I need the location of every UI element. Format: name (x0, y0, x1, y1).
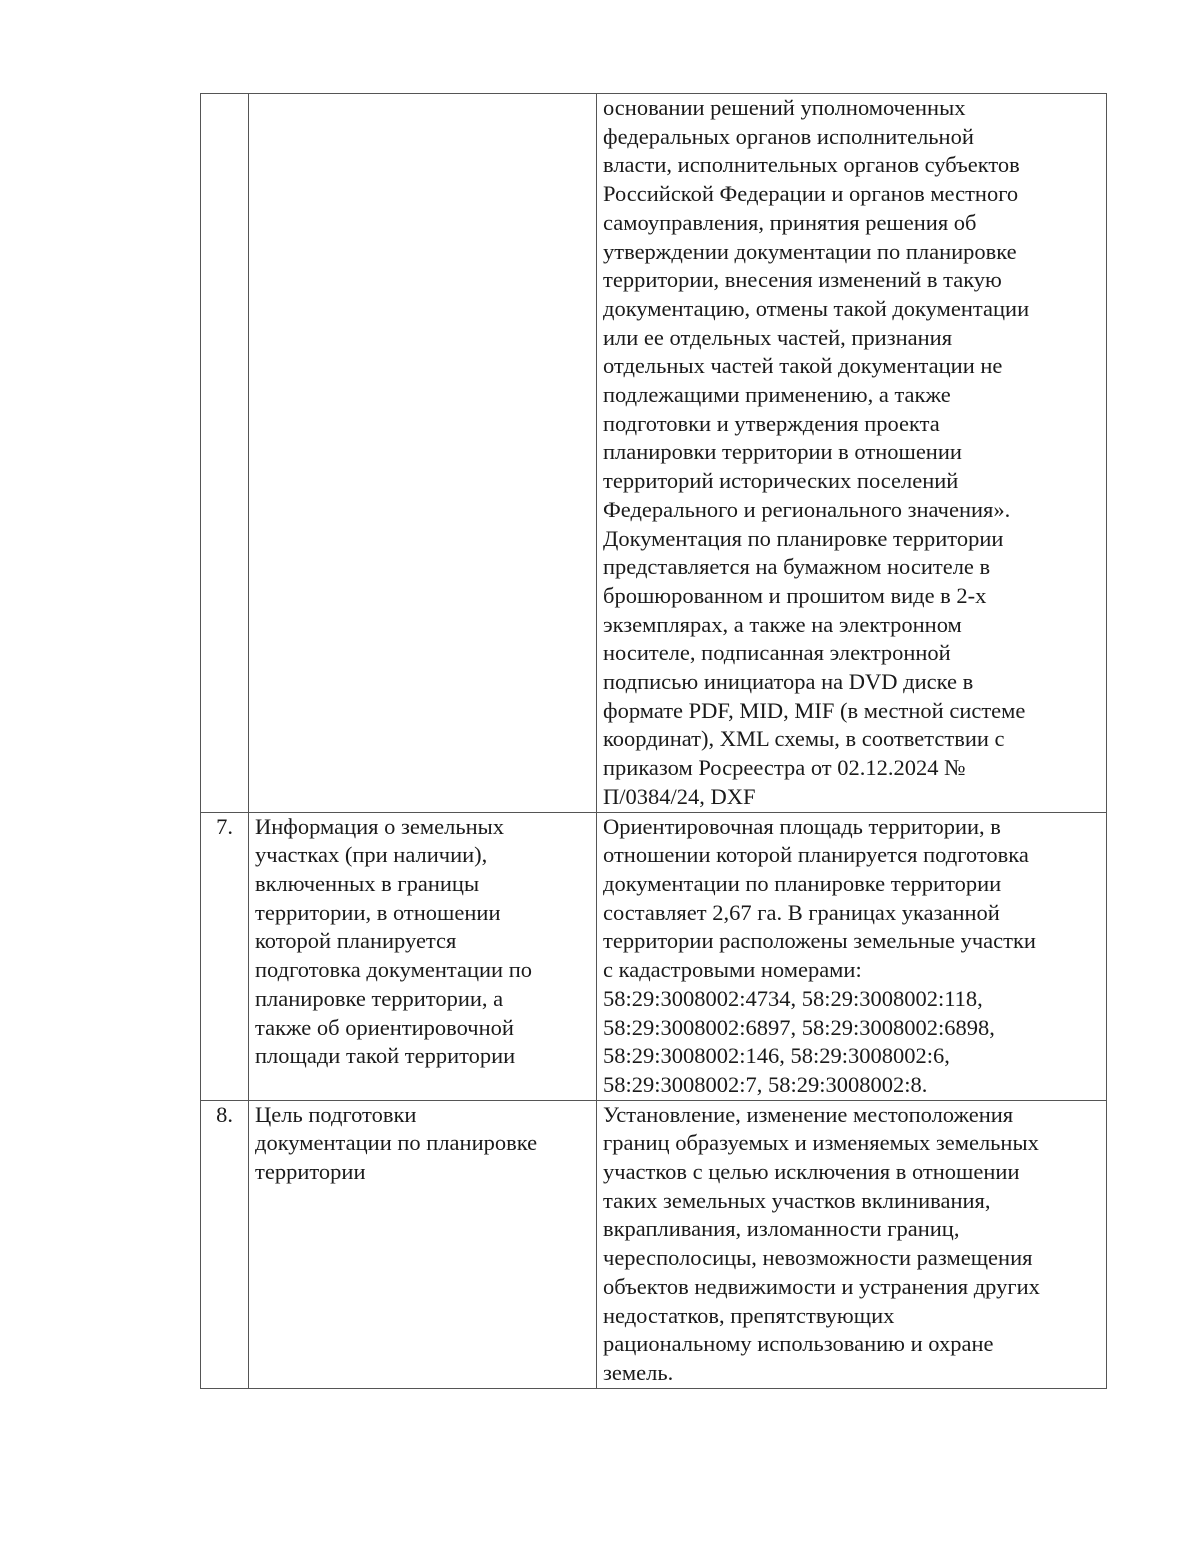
table-row (201, 812, 1107, 1100)
row-number: 7. (201, 812, 249, 1100)
row-label (249, 94, 597, 813)
row-label: Цель подготовки документации по планировке территории (249, 1100, 597, 1388)
row-number (201, 94, 249, 813)
row-label: Информация о земельных участках (при наличии), включенных в границы территории, в отношении которой планируется подготовка документации по планировке территории, а также об ориентировочной площади такой территории (249, 812, 597, 1100)
row-content: основании решений уполномоченных федеральных органов исполнительной власти, исполнительных органов субъектов Российской Федерации и органов местного самоуправления, принятия решения об утверждении документации по планировке территории, внесения изменений в такую документацию, отмены такой документации или ее отдельных частей, признания отдельных частей такой документации не подлежащими применению, а также подготовки и утверждения проекта планировки территории в отношении территорий исторических поселений Федерального и регионального значения». Документация по планировке территории представляется на бумажном носителе в брошюрованном и прошитом виде в 2-х экземплярах, а также на электронном носителе, подписанная электронной подписью инициатора на DVD диске в формате PDF, MID, MIF (в местной системе координат), XML схемы, в соответствии с приказом Росреестра от 02.12.2024 № П/0384/24, DXF (597, 94, 1107, 813)
document-table (200, 93, 1107, 1389)
row-number: 8. (201, 1100, 249, 1388)
table-row (201, 94, 1107, 813)
table-row (201, 1100, 1107, 1388)
row-content: Ориентировочная площадь территории, в отношении которой планируется подготовка документации по планировке территории составляет 2,67 га. В границах указанной территории расположены земельные участки с кадастровыми номерами: 58:29:3008002:4734, 58:29:3008002:118, 58:29:3008002:6897, 58:29:3008002:6898, 58:29:3008002:146, 58:29:3008002:6, 58:29:3008002:7, 58:29:3008002:8. (597, 812, 1107, 1100)
row-content: Установление, изменение местоположения границ образуемых и изменяемых земельных участков с целью исключения в отношении таких земельных участков вклинивания, вкрапливания, изломанности границ, чересполосицы, невозможности размещения объектов недвижимости и устранения других недостатков, препятствующих рациональному использованию и охране земель. (597, 1100, 1107, 1388)
